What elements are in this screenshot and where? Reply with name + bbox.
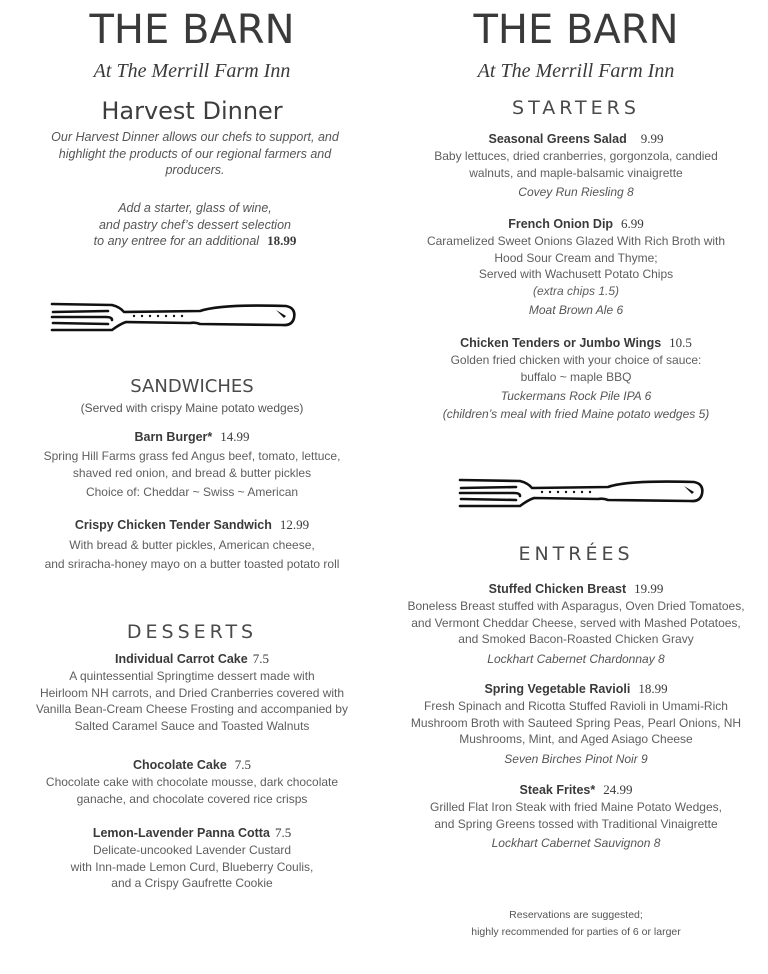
intro-line: highlight the products of our regional farmers and — [58, 146, 332, 161]
menu-item — [384, 680, 768, 768]
item-name — [384, 215, 768, 233]
item-price: 24.99 — [603, 782, 633, 797]
item-price: 7.5 — [234, 757, 252, 772]
menu-item — [0, 428, 384, 501]
desc-line: shaved red onion, and bread & butter pickles — [72, 465, 312, 480]
item-price: 12.99 — [279, 517, 310, 532]
menu-item — [0, 516, 384, 572]
item-title: Chicken Tenders or Jumbo Wings — [460, 336, 662, 350]
extra-note: (extra chips 1.5) — [532, 283, 620, 298]
desc-line: Mushrooms, Mint, and Aged Asiago Cheese — [459, 732, 693, 746]
item-title: French Onion Dip — [508, 217, 614, 231]
note-line: Reservations are suggested; — [509, 909, 643, 921]
item-price: 18.99 — [638, 681, 668, 696]
wine-pairing: Tuckermans Rock Pile IPA 6 — [500, 389, 652, 403]
starters-heading: STARTERS — [512, 97, 640, 119]
item-price: 7.5 — [252, 651, 269, 666]
desc-line: and Vermont Cheddar Cheese, served with Mashed Potatoes, — [411, 615, 741, 630]
desserts-heading: DESSERTS — [126, 621, 258, 643]
desc-line: Golden fried chicken with your choice of sauce: — [450, 353, 702, 367]
wine-pairing: Lockhart Cabernet Sauvignon 8 — [491, 836, 661, 850]
item-name — [384, 580, 768, 598]
offer-line: and pastry chef’s dessert selection — [98, 217, 291, 232]
extra-note: (children’s meal with fried Maine potato wedges 5) — [442, 407, 710, 421]
harvest-offer — [6, 200, 384, 250]
menu-item — [384, 215, 768, 319]
item-name — [0, 650, 384, 668]
desc-line: Served with Wachusett Potato Chips — [478, 267, 674, 281]
offer-line — [6, 233, 384, 250]
item-name — [0, 824, 384, 842]
harvest-dinner-heading: Harvest Dinner — [101, 97, 283, 125]
note-line: highly recommended for parties of 6 or larger — [471, 926, 681, 938]
item-price: 10.5 — [669, 335, 692, 350]
item-desc — [384, 233, 768, 283]
entrees-heading: ENTRÉES — [518, 543, 634, 565]
item-title: Stuffed Chicken Breast — [488, 582, 627, 596]
reservations-note — [384, 907, 768, 941]
harvest-intro — [6, 129, 384, 179]
item-title: Chocolate Cake — [132, 758, 227, 772]
item-desc — [0, 842, 384, 892]
desc-line: ganache, and chocolate covered rice crisps — [76, 791, 308, 806]
item-title: Steak Frites* — [519, 783, 596, 797]
wine-pairing: Moat Brown Ale 6 — [528, 303, 624, 317]
wine-pairing: Seven Birches Pinot Noir 9 — [504, 751, 648, 766]
desc-line: with Inn-made Lemon Curd, Blueberry Coulis, — [70, 859, 314, 874]
desc-line: Grilled Flat Iron Steak with fried Maine Potato Wedges, — [430, 800, 722, 814]
desc-line: and Smoked Bacon-Roasted Chicken Gravy — [458, 632, 694, 646]
item-name — [384, 680, 768, 698]
menu-item — [384, 334, 768, 423]
item-price: 7.5 — [274, 825, 292, 840]
desc-line: Choice of: Cheddar ~ Swiss ~ American — [85, 485, 299, 499]
fork-icon — [50, 298, 300, 334]
item-price: 14.99 — [220, 429, 250, 444]
menu-item — [384, 130, 768, 201]
desc-line: Vanilla Bean-Cream Cheese Frosting and accompanied by — [36, 702, 348, 716]
intro-line: Our Harvest Dinner allows our chefs to support, and — [51, 130, 339, 144]
wine-pairing: Covey Run Riesling 8 — [518, 185, 634, 199]
desc-line: and sriracha-honey mayo on a butter toasted potato roll — [44, 556, 340, 571]
restaurant-subtitle: At The Merrill Farm Inn — [93, 60, 291, 82]
right-page — [384, 0, 768, 974]
item-title: Seasonal Greens Salad — [488, 132, 627, 146]
desc-line: Hood Sour Cream and Thyme; — [494, 250, 658, 265]
wine-pairing: Lockhart Cabernet Chardonnay 8 — [487, 651, 665, 666]
item-name — [0, 428, 384, 446]
desc-line: Salted Caramel Sauce and Toasted Walnuts — [74, 718, 310, 733]
menu-item — [0, 756, 384, 807]
item-price: 9.99 — [640, 131, 664, 146]
item-title: Crispy Chicken Tender Sandwich — [74, 518, 272, 532]
fork-icon — [458, 474, 708, 510]
item-name — [384, 130, 768, 148]
menu-item — [384, 580, 768, 668]
desc-line: and Spring Greens tossed with Traditional Vinaigrette — [434, 816, 718, 831]
desc-line: Heirloom NH carrots, and Dried Cranberries covered with — [39, 685, 345, 700]
desc-line: A quintessential Springtime dessert made with — [69, 669, 315, 683]
desc-line: walnuts, and maple-balsamic vinaigrette — [469, 165, 683, 180]
desc-line: and a Crispy Gaufrette Cookie — [111, 876, 273, 890]
item-desc — [384, 148, 768, 181]
offer-text: to any entree for an additional — [93, 234, 260, 248]
item-name — [0, 756, 384, 774]
desc-line: Caramelized Sweet Onions Glazed With Rich Broth with — [426, 234, 726, 248]
sandwiches-note: (Served with crispy Maine potato wedges) — [80, 401, 304, 415]
item-name — [0, 516, 384, 534]
item-desc — [0, 537, 384, 572]
menu-item — [384, 781, 768, 852]
sandwiches-heading: SANDWICHES — [130, 376, 254, 397]
restaurant-title: THE BARN — [89, 7, 295, 53]
menu-item — [0, 650, 384, 734]
item-desc — [384, 799, 768, 832]
item-name — [384, 334, 768, 352]
menu-item — [0, 824, 384, 892]
offer-price: 18.99 — [267, 233, 297, 248]
item-title: Barn Burger* — [134, 430, 213, 444]
desc-line: Boneless Breast stuffed with Asparagus, Oven Dried Tomatoes, — [407, 599, 745, 613]
desc-line: With bread & butter pickles, American cheese, — [69, 538, 315, 552]
desc-line: Baby lettuces, dried cranberries, gorgonzola, candied — [434, 149, 718, 163]
item-name — [384, 781, 768, 799]
item-desc — [0, 668, 384, 734]
offer-line: Add a starter, glass of wine, — [118, 201, 272, 215]
item-desc — [384, 352, 768, 385]
desc-line: Delicate-uncooked Lavender Custard — [92, 843, 292, 857]
desc-line: buffalo ~ maple BBQ — [520, 369, 632, 384]
restaurant-subtitle: At The Merrill Farm Inn — [477, 60, 675, 82]
intro-line: producers. — [165, 163, 225, 177]
item-title: Spring Vegetable Ravioli — [484, 682, 631, 696]
desc-line: Mushroom Broth with Sauteed Spring Peas, Pearl Onions, NH — [410, 715, 742, 730]
item-desc — [0, 774, 384, 807]
desc-line: Chocolate cake with chocolate mousse, dark chocolate — [45, 775, 339, 789]
desc-line: Spring Hill Farms grass fed Angus beef, tomato, lettuce, — [43, 449, 341, 463]
item-title: Individual Carrot Cake — [115, 652, 248, 666]
item-price: 6.99 — [621, 216, 644, 231]
item-desc — [384, 698, 768, 748]
desc-line: Fresh Spinach and Ricotta Stuffed Ravioli in Umami-Rich — [424, 699, 728, 713]
restaurant-title: THE BARN — [473, 7, 679, 53]
item-title: Lemon-Lavender Panna Cotta — [92, 826, 270, 840]
item-desc — [0, 448, 384, 501]
item-desc — [384, 598, 768, 648]
item-price: 19.99 — [634, 581, 664, 596]
